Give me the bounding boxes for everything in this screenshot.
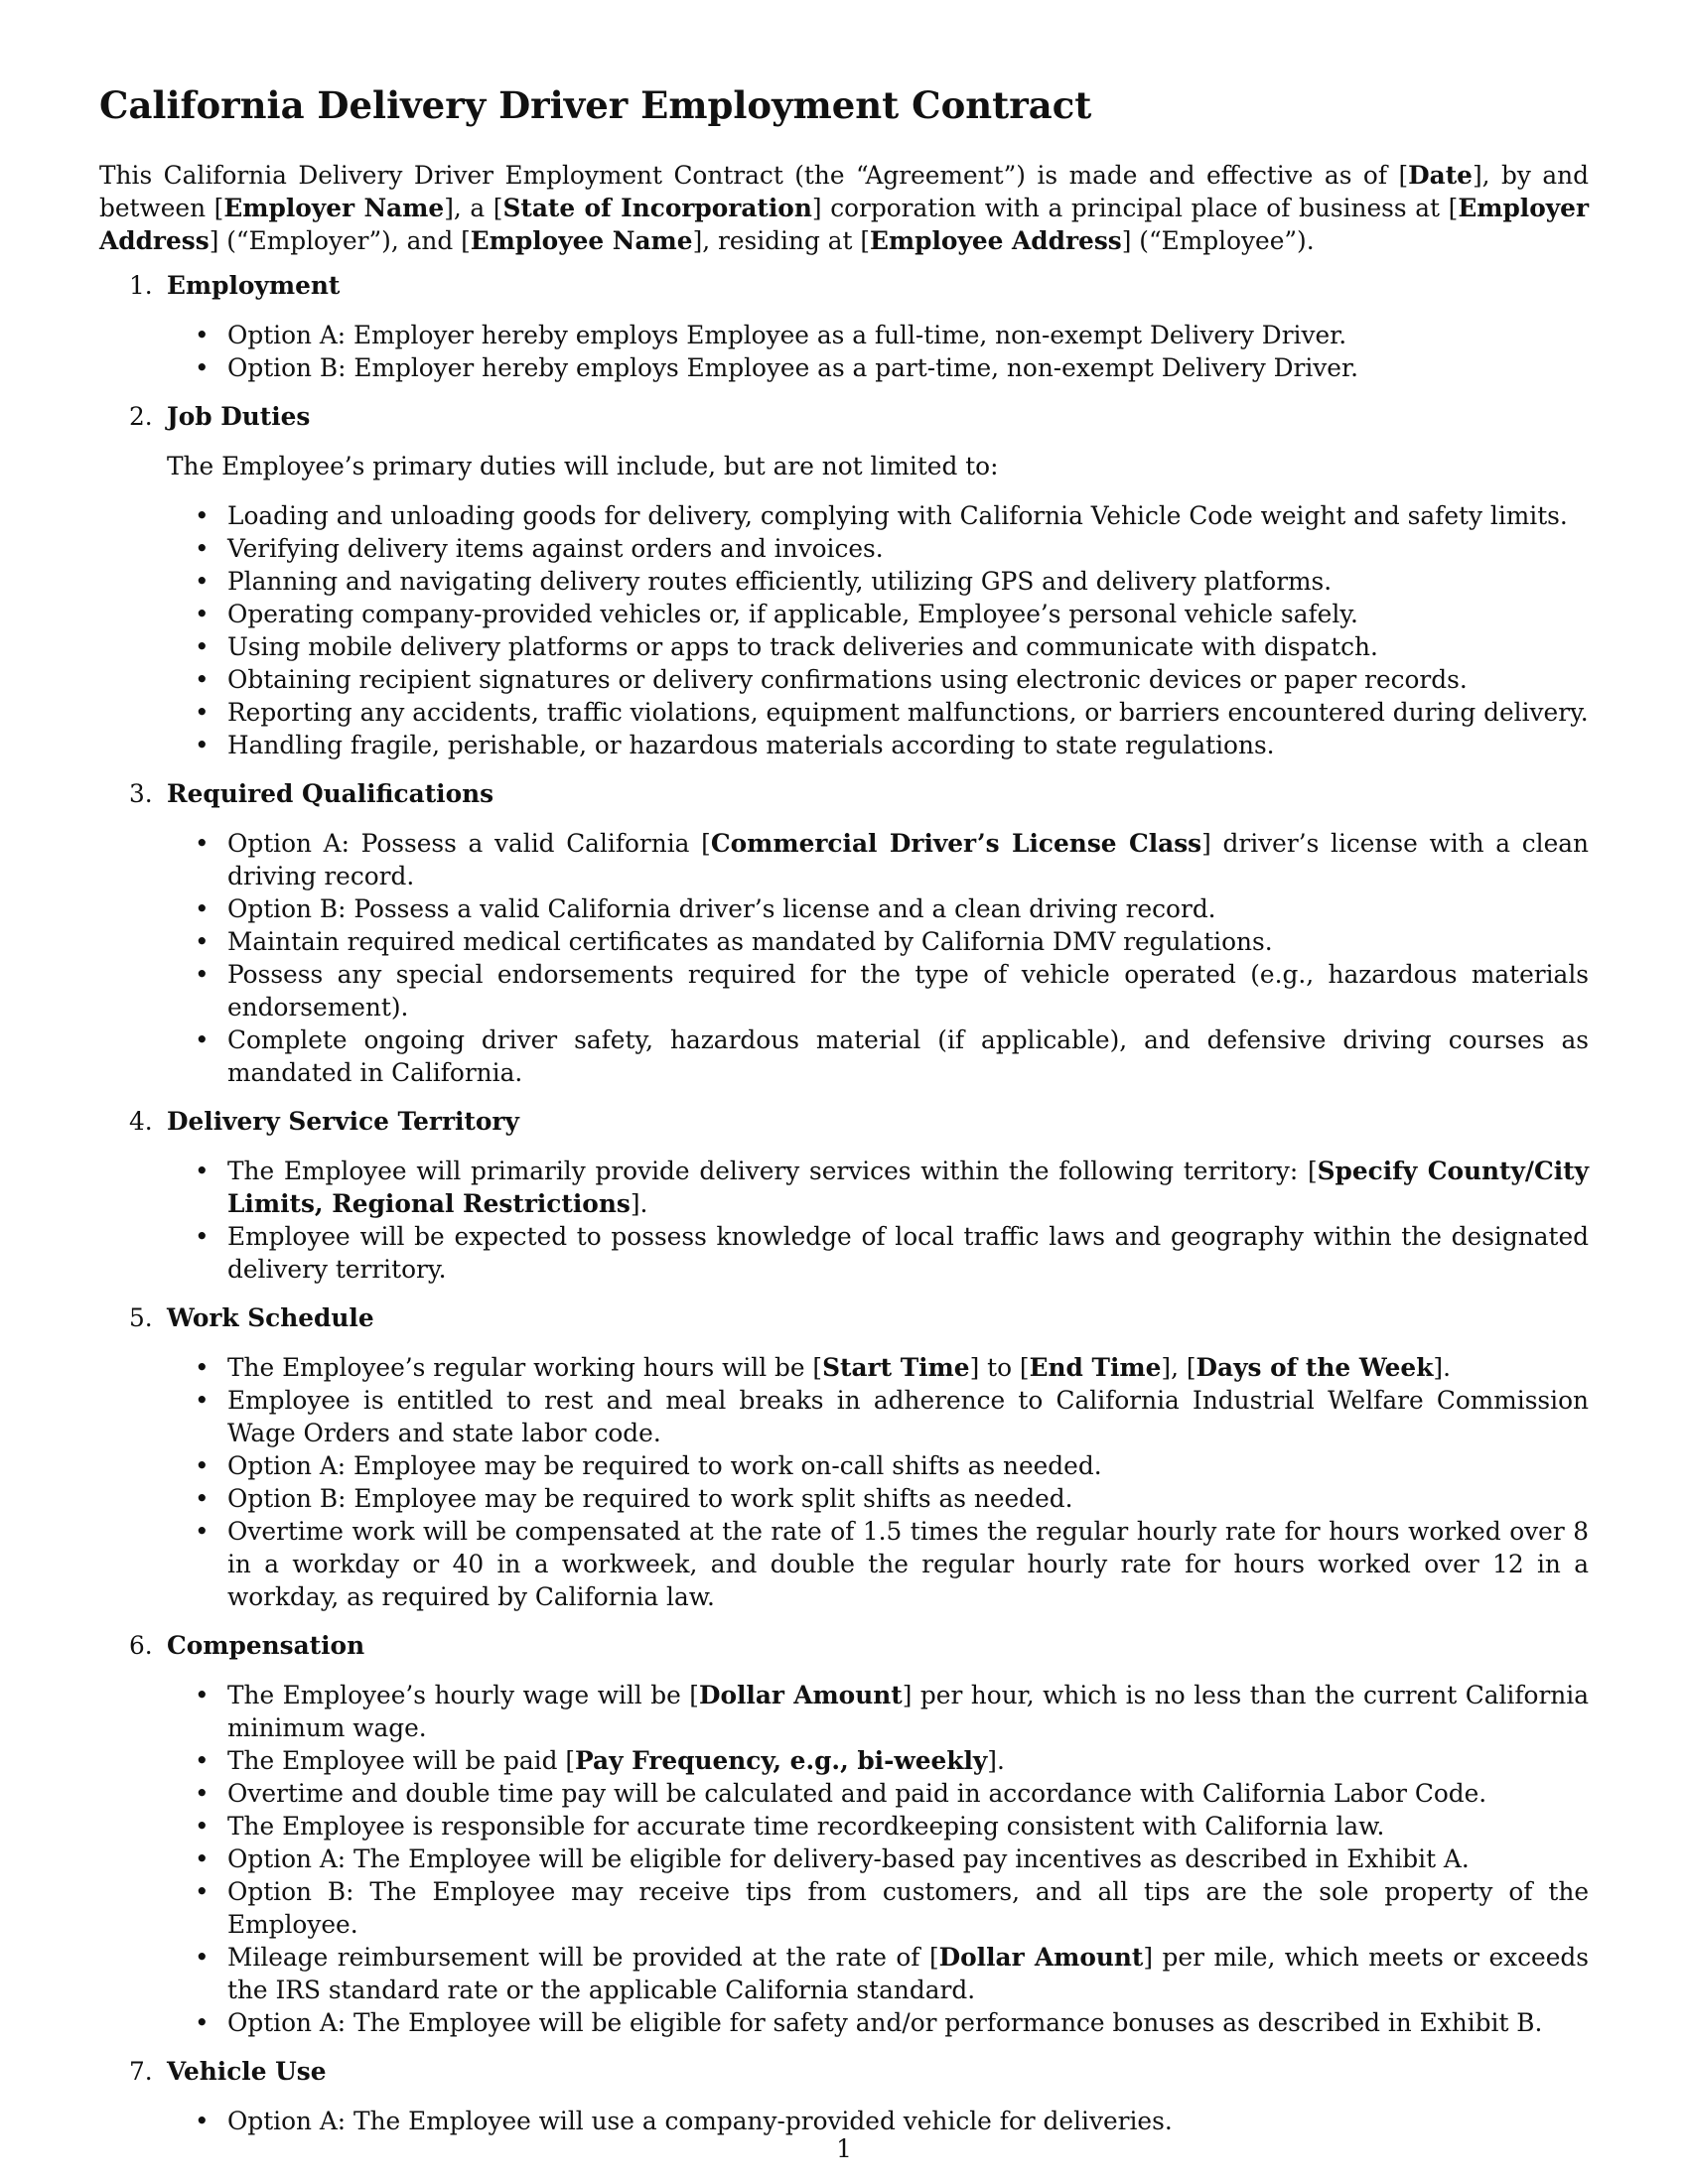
intro-text: ] (“Employee”). [1121,226,1315,255]
bullet-list [167,1351,1589,1613]
section-title: Delivery Service Territory [167,1107,519,1136]
intro-text: ], residing at [ [692,226,871,255]
placeholder-start-time: Start Time [822,1353,970,1382]
placeholder-pay-frequency: Pay Frequency, e.g., bi-weekly [575,1746,988,1775]
item-text: Mileage reimbursement will be provided at the rate of [ [227,1943,939,1972]
intro-text: This California Delivery Driver Employment Contract (the “Agreement”) is made and effective as of [ [99,161,1409,190]
list-item: • Overtime work will be compensated at the rate of 1.5 times the regular hourly rate for hours worked over 8 in a workday or 40 in a workweek, and double the regular hourly rate for hours worked over 12 in a workday, as required by California law. [167,1515,1589,1613]
section-compensation [99,1629,1589,2039]
list-item: • Option A: The Employee will be eligible for delivery-based pay incentives as described in Exhibit A. [167,1843,1589,1875]
placeholder-state-of-incorporation: State of Incorporation [502,194,812,222]
section-title: Employment [167,271,341,300]
page-number: 1 [836,2134,852,2163]
list-item: • Option B: Employer hereby employs Employee as a part-time, non-exempt Delivery Driver. [167,351,1589,384]
item-text: ] to [ [969,1353,1030,1382]
intro-text: ], a [ [444,194,503,222]
list-item: • Handling fragile, perishable, or hazardous materials according to state regulations. [167,729,1589,761]
section-number: 7. [129,2057,153,2086]
list-item: • Option B: Employee may be required to work split shifts as needed. [167,1482,1589,1515]
bullet-list [167,1679,1589,2039]
bullet-list [167,1155,1589,1286]
document-title: California Delivery Driver Employment Contract [99,83,1092,127]
section-required-qualifications [99,777,1589,1089]
bullet-list [167,2105,1589,2137]
section-title: Compensation [167,1631,365,1660]
bullet-list [167,499,1589,761]
placeholder-days-of-week: Days of the Week [1196,1353,1434,1382]
item-text: ] per mile, which meets or exceeds the IRS standard rate or the applicable California standard. [227,1943,1589,2004]
section-title: Required Qualifications [167,779,494,808]
list-item: • Reporting any accidents, traffic violations, equipment malfunctions, or barriers encountered during delivery. [167,696,1589,729]
item-text: The Employee’s hourly wage will be [ [227,1681,699,1709]
placeholder-end-time: End Time [1029,1353,1162,1382]
bullet-list [167,827,1589,1089]
placeholder-date: Date [1408,161,1473,190]
intro-text: ] (“Employer”), and [ [209,226,471,255]
item-text: ]. [1433,1353,1451,1382]
list-item: • Possess any special endorsements required for the type of vehicle operated (e.g., hazardous materials endorsement). [167,958,1589,1024]
section-number: 2. [129,402,153,431]
item-text: The Employee’s regular working hours will be [ [227,1353,823,1382]
list-item: • Overtime and double time pay will be calculated and paid in accordance with California Labor Code. [167,1777,1589,1810]
list-item [167,1679,1589,1744]
section-title: Vehicle Use [167,2057,327,2086]
placeholder-territory: Specify County/City Limits, Regional Restrictions [227,1157,1589,1218]
list-item: • Using mobile delivery platforms or apps to track deliveries and communicate with dispatch. [167,630,1589,663]
section-job-duties [99,400,1589,761]
list-item [167,1155,1589,1220]
item-text: ]. [630,1189,648,1218]
section-lead-text: The Employee’s primary duties will include, but are not limited to: [167,452,999,480]
item-text: Option A: Possess a valid California [ [227,829,711,858]
placeholder-dollar-amount: Dollar Amount [698,1681,903,1709]
list-item: • Loading and unloading goods for delivery, complying with California Vehicle Code weight and safety limits. [167,499,1589,532]
list-item: • Option B: Possess a valid California driver’s license and a clean driving record. [167,892,1589,925]
list-item: • Employee will be expected to possess knowledge of local traffic laws and geography within the designated delivery territory. [167,1220,1589,1286]
section-number: 6. [129,1631,153,1660]
list-item [167,1351,1589,1384]
section-list [99,269,1589,2137]
list-item [167,827,1589,892]
placeholder-dollar-amount: Dollar Amount [938,1943,1144,1972]
list-item: • Option A: The Employee will use a company-provided vehicle for deliveries. [167,2105,1589,2137]
section-vehicle-use [99,2055,1589,2137]
item-text: The Employee will primarily provide delivery services within the following territory: [ [227,1157,1318,1185]
list-item: • Employee is entitled to rest and meal breaks in adherence to California Industrial Welfare Commission Wage Orders and state labor code. [167,1384,1589,1449]
intro-text: ], by and between [ [99,161,1589,222]
placeholder-employer-name: Employer Name [223,194,445,222]
list-item: • Option B: The Employee may receive tips from customers, and all tips are the sole property of the Employee. [167,1875,1589,1941]
intro-paragraph [99,159,1589,257]
list-item: • Maintain required medical certificates as mandated by California DMV regulations. [167,925,1589,958]
list-item: • Planning and navigating delivery routes efficiently, utilizing GPS and delivery platforms. [167,565,1589,598]
bullet-list [167,319,1589,384]
list-item: • Operating company-provided vehicles or, if applicable, Employee’s personal vehicle safely. [167,598,1589,630]
section-title: Job Duties [167,402,311,431]
item-text: The Employee will be paid [ [227,1746,576,1775]
list-item [167,1941,1589,2006]
section-work-schedule [99,1301,1589,1613]
intro-text: ] corporation with a principal place of business at [ [811,194,1459,222]
section-number: 3. [129,779,153,808]
placeholder-employer-address: Employer Address [99,194,1590,255]
item-text: ], [ [1161,1353,1196,1382]
list-item: • Obtaining recipient signatures or delivery confirmations using electronic devices or paper records. [167,663,1589,696]
list-item: • The Employee is responsible for accurate time recordkeeping consistent with California law. [167,1810,1589,1843]
placeholder-license-class: Commercial Driver’s License Class [710,829,1202,858]
list-item [167,1744,1589,1777]
section-title: Work Schedule [167,1303,374,1332]
list-item: • Complete ongoing driver safety, hazardous material (if applicable), and defensive driving courses as mandated in California. [167,1024,1589,1089]
list-item: • Verifying delivery items against orders and invoices. [167,532,1589,565]
section-employment [99,269,1589,384]
list-item: • Option A: Employer hereby employs Employee as a full-time, non-exempt Delivery Driver. [167,319,1589,351]
item-text: ]. [987,1746,1005,1775]
item-text: ] per hour, which is no less than the current California minimum wage. [227,1681,1589,1742]
document-body [99,159,1589,2153]
section-number: 5. [129,1303,153,1332]
placeholder-employee-address: Employee Address [870,226,1122,255]
section-delivery-territory [99,1105,1589,1286]
section-number: 1. [129,271,153,300]
list-item: • Option A: The Employee will be eligible for safety and/or performance bonuses as described in Exhibit B. [167,2006,1589,2039]
list-item: • Option A: Employee may be required to work on-call shifts as needed. [167,1449,1589,1482]
item-text: ] driver’s license with a clean driving record. [227,829,1589,890]
placeholder-employee-name: Employee Name [470,226,693,255]
section-number: 4. [129,1107,153,1136]
